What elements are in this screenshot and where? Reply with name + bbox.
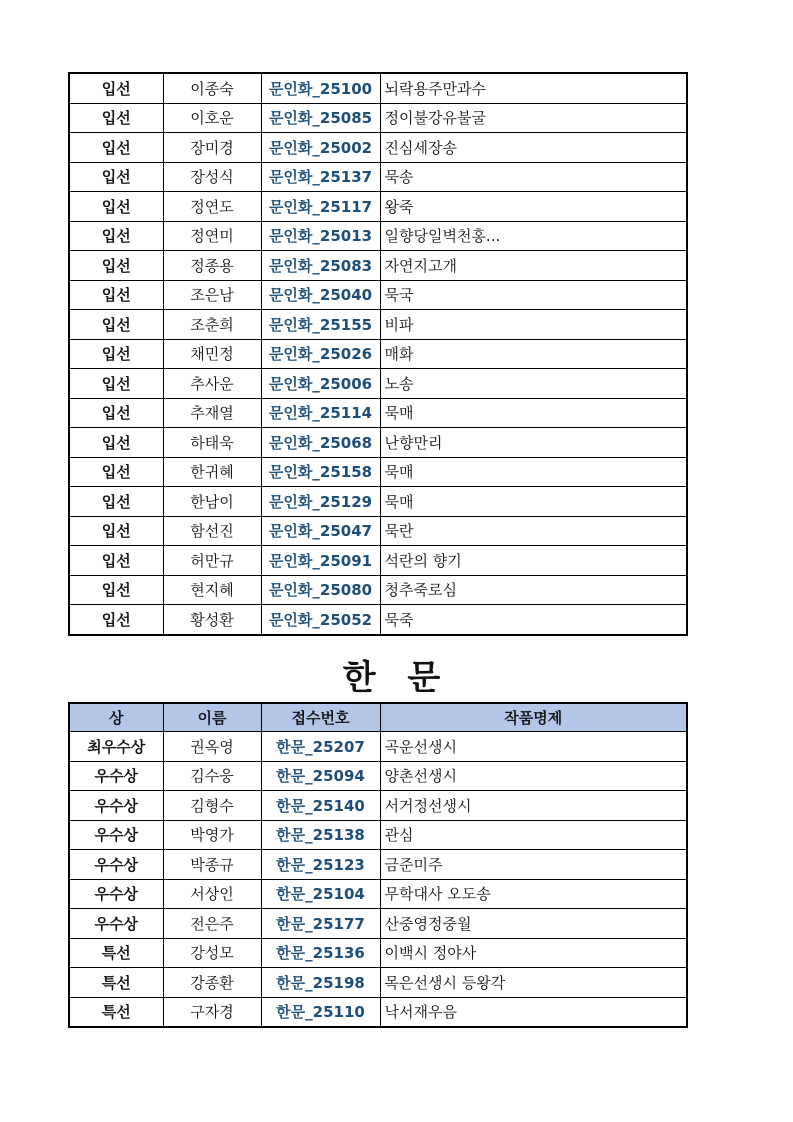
title-cell: 청추죽로심: [380, 575, 687, 605]
entry-number-cell: 문인화_25158: [261, 457, 380, 487]
title-cell: 노송: [380, 369, 687, 399]
name-cell: 황성환: [163, 605, 261, 635]
award-cell: 우수상: [69, 850, 163, 880]
entry-number-cell: 문인화_25013: [261, 221, 380, 251]
entry-number-cell: 한문_25104: [261, 879, 380, 909]
entry-number-cell: 한문_25138: [261, 820, 380, 850]
award-cell: 입선: [69, 575, 163, 605]
award-cell: 입선: [69, 605, 163, 635]
name-cell: 추사운: [163, 369, 261, 399]
header-number: 접수번호: [261, 703, 380, 732]
entry-number-cell: 문인화_25100: [261, 73, 380, 103]
entry-number-cell: 문인화_25155: [261, 310, 380, 340]
name-cell: 조춘희: [163, 310, 261, 340]
table-row: [69, 280, 687, 310]
award-cell: 입선: [69, 398, 163, 428]
table-row: [69, 310, 687, 340]
entry-number-cell: 문인화_25006: [261, 369, 380, 399]
table-row: [69, 997, 687, 1027]
table-row: [69, 820, 687, 850]
table-row: [69, 398, 687, 428]
title-cell: 묵국: [380, 280, 687, 310]
name-cell: 조은남: [163, 280, 261, 310]
name-cell: 하태욱: [163, 428, 261, 458]
table-row: [69, 850, 687, 880]
title-cell: 곡운선생시: [380, 732, 687, 762]
entry-number-cell: 문인화_25117: [261, 192, 380, 222]
award-cell: 입선: [69, 133, 163, 163]
entry-number-cell: 한문_25207: [261, 732, 380, 762]
title-cell: 서거정선생시: [380, 791, 687, 821]
header-award: 상: [69, 703, 163, 732]
entry-number-cell: 문인화_25137: [261, 162, 380, 192]
award-cell: 입선: [69, 310, 163, 340]
title-cell: 난향만리: [380, 428, 687, 458]
name-cell: 현지혜: [163, 575, 261, 605]
table-row: [69, 192, 687, 222]
name-cell: 구자경: [163, 997, 261, 1027]
name-cell: 서상인: [163, 879, 261, 909]
name-cell: 박영가: [163, 820, 261, 850]
table-row: [69, 133, 687, 163]
entry-number-cell: 문인화_25052: [261, 605, 380, 635]
title-cell: 비파: [380, 310, 687, 340]
name-cell: 전은주: [163, 909, 261, 939]
entry-number-cell: 한문_25140: [261, 791, 380, 821]
title-cell: 자연지고개: [380, 251, 687, 281]
award-cell: 우수상: [69, 791, 163, 821]
table-row: [69, 457, 687, 487]
table-row: [69, 546, 687, 576]
title-cell: 관심: [380, 820, 687, 850]
entry-number-cell: 한문_25136: [261, 938, 380, 968]
results-table-hanmun: [68, 702, 688, 1028]
name-cell: 추재열: [163, 398, 261, 428]
award-cell: 특선: [69, 968, 163, 998]
entry-number-cell: 문인화_25129: [261, 487, 380, 517]
entry-number-cell: 한문_25094: [261, 761, 380, 791]
award-cell: 입선: [69, 162, 163, 192]
table-row: [69, 103, 687, 133]
title-cell: 정이불강유불굴: [380, 103, 687, 133]
award-cell: 입선: [69, 457, 163, 487]
award-cell: 입선: [69, 73, 163, 103]
award-cell: 우수상: [69, 909, 163, 939]
title-cell: 묵매: [380, 398, 687, 428]
name-cell: 한귀혜: [163, 457, 261, 487]
award-cell: 최우수상: [69, 732, 163, 762]
award-cell: 특선: [69, 997, 163, 1027]
award-cell: 입선: [69, 221, 163, 251]
name-cell: 권옥영: [163, 732, 261, 762]
table-row: [69, 73, 687, 103]
table-row: [69, 605, 687, 635]
entry-number-cell: 문인화_25083: [261, 251, 380, 281]
table-row: [69, 761, 687, 791]
entry-number-cell: 문인화_25002: [261, 133, 380, 163]
award-cell: 특선: [69, 938, 163, 968]
table-row: [69, 369, 687, 399]
table-row: [69, 221, 687, 251]
title-cell: 뇌락용주만과수: [380, 73, 687, 103]
table-row: [69, 968, 687, 998]
name-cell: 장성식: [163, 162, 261, 192]
name-cell: 정연미: [163, 221, 261, 251]
award-cell: 입선: [69, 546, 163, 576]
entry-number-cell: 문인화_25068: [261, 428, 380, 458]
section-title-hanmun: 한 문: [342, 658, 451, 698]
award-cell: 입선: [69, 103, 163, 133]
name-cell: 김형수: [163, 791, 261, 821]
table-row: [69, 575, 687, 605]
title-cell: 산중영정중월: [380, 909, 687, 939]
title-cell: 왕죽: [380, 192, 687, 222]
table-header-row: [69, 703, 687, 732]
title-cell: 묵송: [380, 162, 687, 192]
results-table-munin: [68, 72, 688, 636]
table-row: [69, 732, 687, 762]
award-cell: 우수상: [69, 820, 163, 850]
award-cell: 입선: [69, 369, 163, 399]
entry-number-cell: 문인화_25085: [261, 103, 380, 133]
award-cell: 우수상: [69, 761, 163, 791]
entry-number-cell: 문인화_25091: [261, 546, 380, 576]
table-row: [69, 162, 687, 192]
title-cell: 진심세장송: [380, 133, 687, 163]
name-cell: 정종용: [163, 251, 261, 281]
name-cell: 강종환: [163, 968, 261, 998]
entry-number-cell: 문인화_25114: [261, 398, 380, 428]
title-cell: 목은선생시 등왕각: [380, 968, 687, 998]
name-cell: 김수웅: [163, 761, 261, 791]
table-row: [69, 428, 687, 458]
name-cell: 한남이: [163, 487, 261, 517]
name-cell: 이호운: [163, 103, 261, 133]
table-row: [69, 516, 687, 546]
name-cell: 강성모: [163, 938, 261, 968]
title-cell: 묵란: [380, 516, 687, 546]
name-cell: 정연도: [163, 192, 261, 222]
entry-number-cell: 문인화_25080: [261, 575, 380, 605]
title-cell: 묵매: [380, 487, 687, 517]
header-name: 이름: [163, 703, 261, 732]
award-cell: 입선: [69, 280, 163, 310]
entry-number-cell: 한문_25123: [261, 850, 380, 880]
award-cell: 우수상: [69, 879, 163, 909]
title-cell: 낙서재우음: [380, 997, 687, 1027]
title-cell: 양촌선생시: [380, 761, 687, 791]
name-cell: 이종숙: [163, 73, 261, 103]
award-cell: 입선: [69, 487, 163, 517]
title-cell: 묵매: [380, 457, 687, 487]
title-cell: 석란의 향기: [380, 546, 687, 576]
award-cell: 입선: [69, 192, 163, 222]
table-row: [69, 938, 687, 968]
title-cell: 무학대사 오도송: [380, 879, 687, 909]
entry-number-cell: 한문_25198: [261, 968, 380, 998]
award-cell: 입선: [69, 251, 163, 281]
table-row: [69, 791, 687, 821]
table-row: [69, 487, 687, 517]
title-cell: 묵죽: [380, 605, 687, 635]
table-row: [69, 339, 687, 369]
name-cell: 허만규: [163, 546, 261, 576]
name-cell: 채민정: [163, 339, 261, 369]
table-row: [69, 879, 687, 909]
award-cell: 입선: [69, 339, 163, 369]
title-cell: 일향당일벽천홍...: [380, 221, 687, 251]
table-row: [69, 251, 687, 281]
entry-number-cell: 문인화_25047: [261, 516, 380, 546]
entry-number-cell: 한문_25110: [261, 997, 380, 1027]
header-title: 작품명제: [380, 703, 687, 732]
award-cell: 입선: [69, 428, 163, 458]
award-cell: 입선: [69, 516, 163, 546]
table-row: [69, 909, 687, 939]
name-cell: 박종규: [163, 850, 261, 880]
title-cell: 이백시 정야사: [380, 938, 687, 968]
entry-number-cell: 한문_25177: [261, 909, 380, 939]
entry-number-cell: 문인화_25040: [261, 280, 380, 310]
name-cell: 함선진: [163, 516, 261, 546]
name-cell: 장미경: [163, 133, 261, 163]
entry-number-cell: 문인화_25026: [261, 339, 380, 369]
title-cell: 매화: [380, 339, 687, 369]
title-cell: 금준미주: [380, 850, 687, 880]
